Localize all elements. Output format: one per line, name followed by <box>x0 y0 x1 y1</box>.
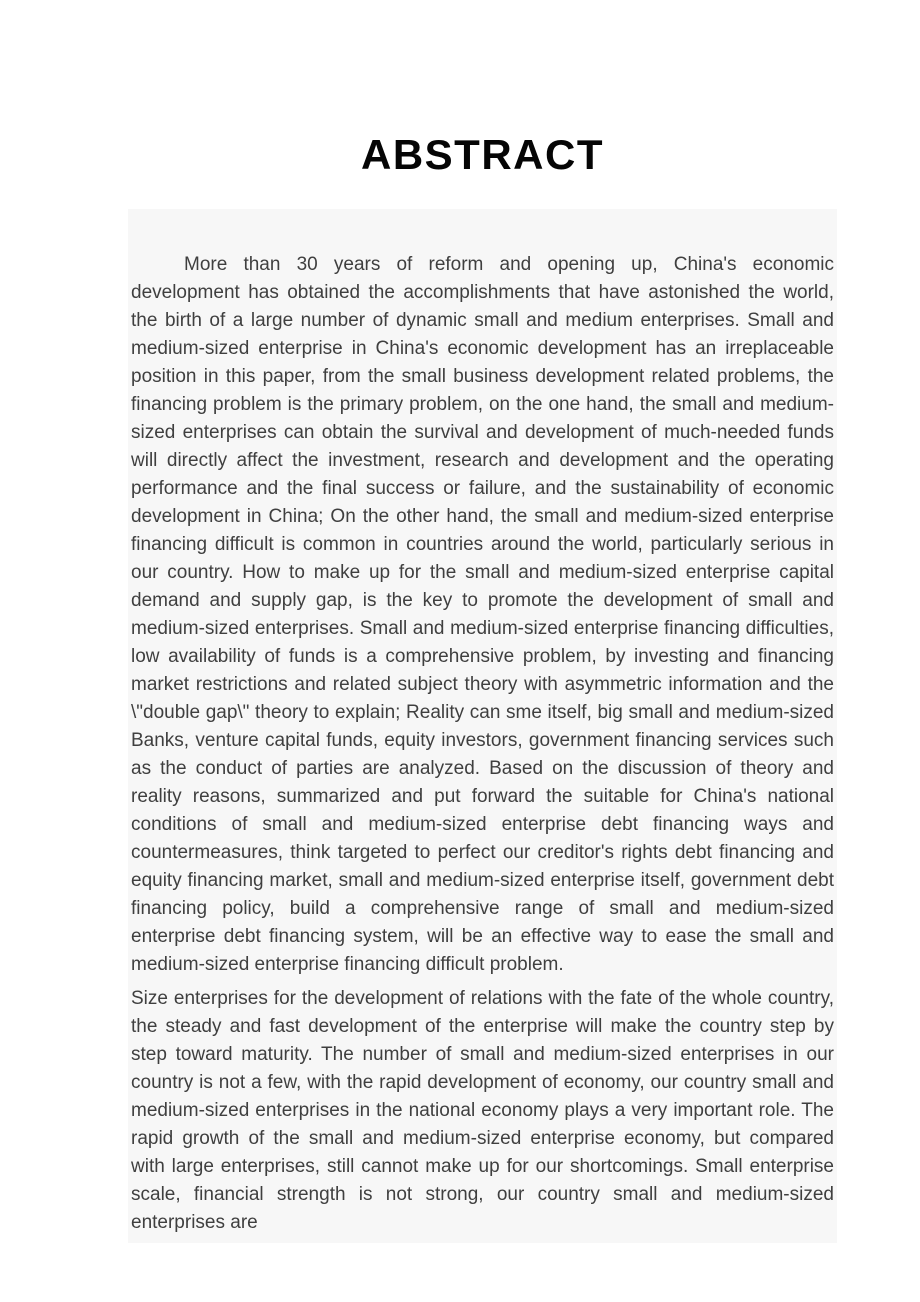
page-title: ABSTRACT <box>361 131 604 178</box>
document-content <box>128 133 837 1243</box>
abstract-block <box>128 209 837 1243</box>
abstract-paragraph-1: More than 30 years of reform and opening up, China's economic development has obtained the accomplishments that have astonished the world, the birth of a large number of dynamic small and medium enterprises. Small and medium-sized enterprise in China's economic development has an irreplaceable position in this paper, from the small business development related problems, the financing problem is the primary problem, on the one hand, the small and medium-sized enterprises can obtain the survival and development of much-needed funds will directly affect the investment, research and development and the operating performance and the final success or failure, and the sustainability of economic development in China; On the other hand, the small and medium-sized enterprise financing difficult is common in countries around the world, particularly serious in our country. How to make up for the small and medium-sized enterprise capital demand and supply gap, is the key to promote the development of small and medium-sized enterprises. Small and medium-sized enterprise financing difficulties, low availability of funds is a comprehensive problem, by investing and financing market restrictions and related subject theory with asymmetric information and the \"double gap\" theory to explain; Reality can sme itself, big small and medium-sized Banks, venture capital funds, equity investors, government financing services such as the conduct of parties are analyzed. Based on the discussion of theory and reality reasons, summarized and put forward the suitable for China's national conditions of small and medium-sized enterprise debt financing ways and countermeasures, think targeted to perfect our creditor's rights debt financing and equity financing market, small and medium-sized enterprise itself, government debt financing policy, build a comprehensive range of small and medium-sized enterprise debt financing system, will be an effective way to ease the small and medium-sized enterprise financing difficult problem. <box>131 254 834 975</box>
abstract-paragraph-2: Size enterprises for the development of relations with the fate of the whole country, the steady and fast development of the enterprise will make the country step by step toward maturity. The number of small and medium-sized enterprises in our country is not a few, with the rapid development of economy, our country small and medium-sized enterprises in the national economy plays a very important role. The rapid growth of the small and medium-sized enterprise economy, but compared with large enterprises, still cannot make up for our shortcomings. Small enterprise scale, financial strength is not strong, our country small and medium-sized enterprises are <box>131 988 834 1233</box>
